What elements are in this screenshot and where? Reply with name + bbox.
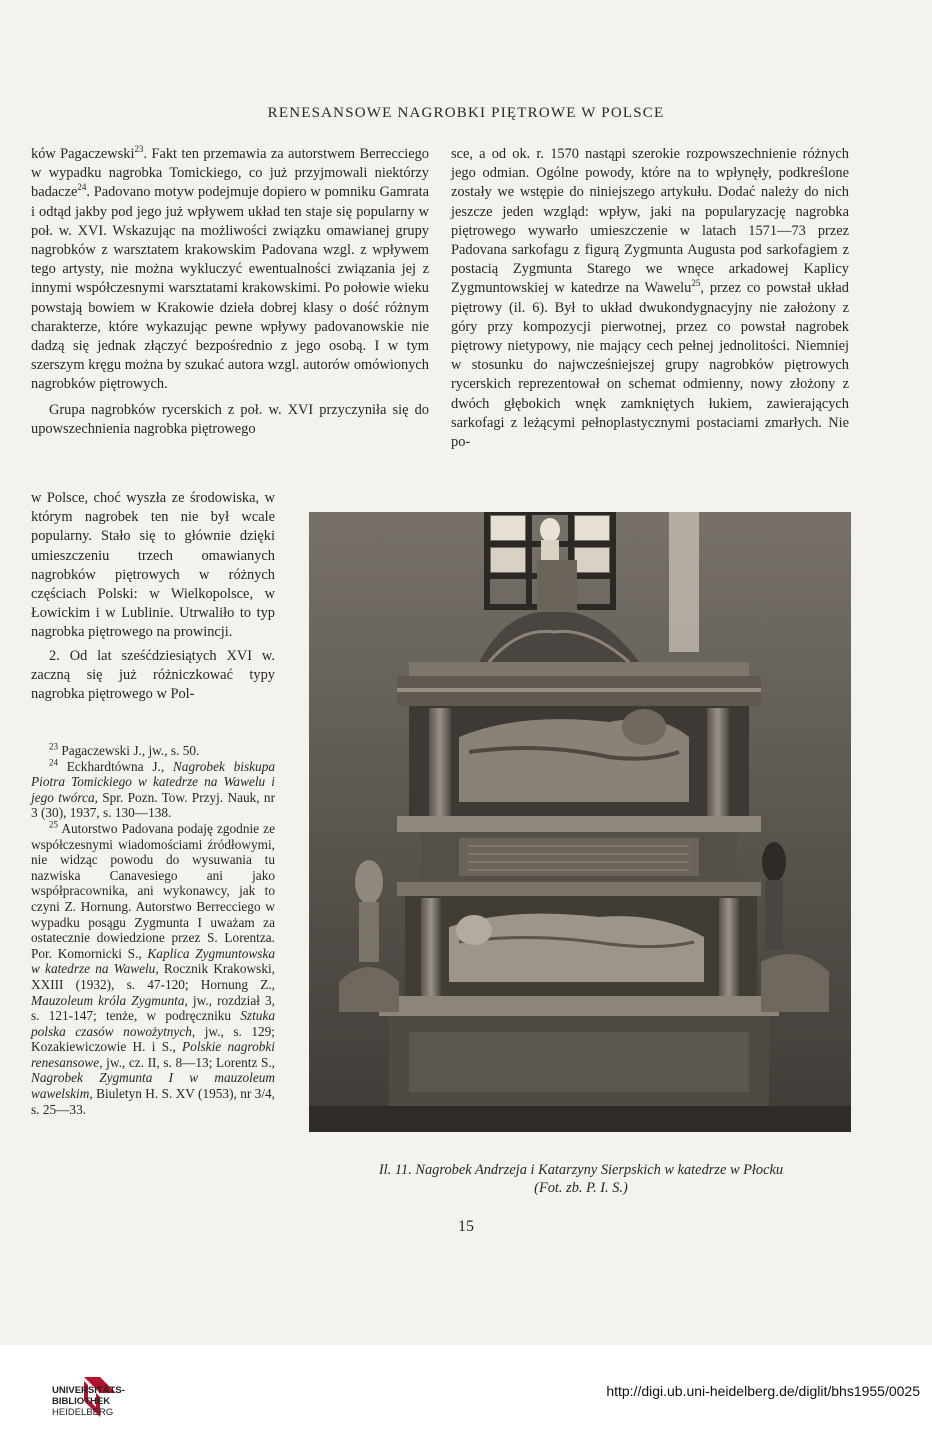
- left-column-text: [31, 145, 429, 439]
- tomb-illustration: [309, 512, 851, 1132]
- footnote-ref-24: 24: [77, 182, 87, 193]
- library-name: UNIVERSITÄTS- BIBLIOTHEK HEIDELBERG: [52, 1385, 125, 1418]
- footnotes: [31, 743, 275, 1117]
- figure-caption: [296, 1161, 866, 1197]
- source-url-link[interactable]: http://digi.ub.uni-heidelberg.de/diglit/bhs1955/0025: [606, 1383, 920, 1399]
- paragraph-2-wide: Grupa nagrobków rycerskich z poł. w. XVI przyczyniła się do upowszechnienia nagrobka piętrowego: [31, 401, 429, 437]
- paragraph-1: ków Pagaczewski$^{23}$. Fakt ten przemawia za autorstwem Berrecciego w wypadku nagrobka Tomickiego, co już przyjmowali niektórzy badacze$^{24}$. Padovano motyw podejmuje dopiero w pomniku Gamrata i odtąd jakby pod jego już wpływem układ ten staje się popularny w poł. w. XVI. Wskazując na możliwości związku omawianej grupy nagrobków z warsztatem krakowskim Padovana wzgl. z wpływem tego artysty, nie można wykluczyć ewentualności związania jej z innymi współczesnymi warsztatami krakowskimi. Po połowie wieku powstają bowiem w Krakowie dzieła dobrej klasy o dość różnym charakterze, które wykazując pewne wpływy padovanowskie nie dadzą się jednak złączyć bezpośrednio z jego osobą. I w tym szerszym kręgu można by szukać autora wzgl. autorów omówionych nagrobków piętrowych.: [31, 144, 429, 393]
- running-title: RENESANSOWE NAGROBKI PIĘTROWE W POLSCE: [267, 105, 665, 121]
- footnote-25: $^{25}$ Autorstwo Padovana podaję zgodnie ze współczesnymi wiadomościami źródłowymi, nie widząc powodu do wysuwania tu nazwiska Canavesiego ani jako współpracownika, ani wykonawcy, jak to czyni Z. Hornung. Autorstwo Berrecciego w wypadku posągu Zygmunta I uważam za ostatecznie dowiedzione przez S. Lorentza. Por. Komornicki S., Kaplica Zygmuntowska w katedrze na Wawelu, Rocznik Krakowski, XXIII (1932), s. 47-120; Hornung Z., Mauzoleum króla Zygmunta, jw., rozdział 3, s. 121-147; tenże, w podręczniku Sztuka polska czasów nowożytnych, jw., s. 129; Kozakiewiczowie H. i S., Polskie nagrobki renesansowe, jw., cz. II, s. 8—13; Lorentz S., Nagrobek Zygmunta I w mauzoleum wawelskim, Biuletyn H. S. XV (1953), nr 3/4, s. 25—33.: [31, 819, 275, 1117]
- footnote-ref-25: 25: [691, 278, 701, 289]
- paragraph-2-narrow: w Polsce, choć wyszła ze środowiska, w którym nagrobek ten nie był wcale popularny. Stało się to głównie dzięki umieszczeniu trzech omawianych nagrobków piętrowych w różnych częściach Polski: w Wielkopolsce, w Łowickim i w Lublinie. Utrwaliło to typ nagrobka piętrowego na prowincji.: [31, 490, 275, 641]
- caption-credit: (Fot. zb. P. I. S.): [534, 1180, 628, 1196]
- footnote-23: $^{23}$ Pagaczewski J., jw., s. 50.: [49, 741, 200, 758]
- footnote-24: $^{24}$ Eckhardtówna J., Nagrobek biskupa Piotra Tomickiego w katedrze na Wawelu i jego twórca, Spr. Pozn. Tow. Przyj. Nauk, nr 3 (30), 1937, s. 130—138.: [31, 757, 276, 821]
- right-column-text: [451, 145, 849, 452]
- page-number: 15: [458, 1218, 474, 1235]
- right-paragraph: sce, a od ok. r. 1570 nastąpi szerokie rozpowszechnienie różnych jego odmian. Ogólne powody, które na to wpłynęły, podkreślone zostały we wstępie do niniejszego artykułu. Dodać należy do nich jeszcze jeden wzgląd: wpływ, jaki na popularyzację nagrobka piętrowego wywarło umieszczenie w latach 1571—73 przez Padovana sarkofagu z figurą Zygmunta Augusta pod sarkofagiem z postacią Zygmunta Starego we wnęce arkadowej Kaplicy Zygmuntowskiej w katedrze na Wawelu$^{25}$, przez co powstał układ piętrowy (il. 6). Był to układ dwukondygnacyjny nie założony z góry przy kompozycji pierwotnej, przez co powstał nagrobek piętrowy nietypowy, nie mający cech pełnej jednolitości. Niemniej w stosunku do najwcześniejszej grupy nagrobków piętrowych rycerskich reprezentował on schemat odmienny, nowy złożony z dwóch głębokich wnęk zamkniętych łukiem, zawierających sarkofagi z leżącymi pełnoplastycznymi postaciami zmarłych. Nie po-: [451, 146, 849, 451]
- tomb-photograph: [309, 512, 851, 1132]
- footnote-ref-23: 23: [134, 144, 144, 155]
- paragraph-3: 2. Od lat sześćdziesiątych XVI w. zaczną się już różniczkować typy nagrobka piętrowego w Pol-: [31, 647, 275, 703]
- caption-title: Il. 11. Nagrobek Andrzeja i Katarzyny Sierpskich w katedrze w Płocku: [378, 1162, 784, 1178]
- left-narrow-column: [31, 489, 275, 704]
